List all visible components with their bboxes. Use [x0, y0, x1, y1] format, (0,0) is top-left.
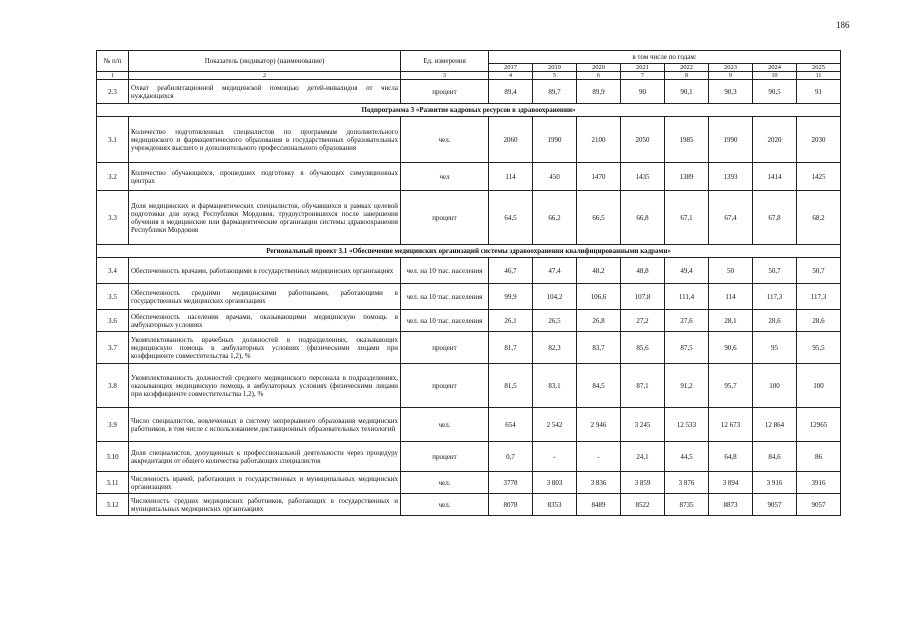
value-cell: - [533, 442, 577, 472]
value-cell: 1435 [621, 163, 665, 191]
table-body [97, 80, 841, 516]
row-number: 2.3 [97, 80, 129, 104]
value-cell: 84,6 [753, 442, 797, 472]
header-year: 2019 [533, 64, 577, 72]
value-cell: 107,8 [621, 284, 665, 310]
column-number: 9 [709, 72, 753, 80]
table-row [97, 191, 841, 245]
value-cell: 100 [797, 364, 841, 408]
value-cell: 1990 [709, 117, 753, 163]
value-cell: 12965 [797, 408, 841, 442]
unit-cell: чел. на 10 тыс. населения [401, 258, 489, 284]
column-number: 7 [621, 72, 665, 80]
table-row [97, 332, 841, 364]
value-cell: 84,5 [577, 364, 621, 408]
page-number: 186 [836, 20, 850, 30]
value-cell: 1425 [797, 163, 841, 191]
value-cell: 48,2 [577, 258, 621, 284]
value-cell: 654 [489, 408, 533, 442]
value-cell: 8353 [533, 494, 577, 516]
value-cell: 3 859 [621, 472, 665, 494]
value-cell: 81,7 [489, 332, 533, 364]
value-cell: 90,5 [753, 80, 797, 104]
row-number: 3.11 [97, 472, 129, 494]
header-year: 2024 [753, 64, 797, 72]
value-cell: 3 245 [621, 408, 665, 442]
value-cell: 114 [709, 284, 753, 310]
value-cell: 44,5 [665, 442, 709, 472]
value-cell: 114 [489, 163, 533, 191]
section-row [97, 104, 841, 117]
value-cell: 106,6 [577, 284, 621, 310]
column-number: 4 [489, 72, 533, 80]
header-years-group: в том числе по годам: [489, 51, 841, 64]
header-year: 2022 [665, 64, 709, 72]
unit-cell: чел. на 10 тыс. населения [401, 284, 489, 310]
row-number: 3.5 [97, 284, 129, 310]
value-cell: 8735 [665, 494, 709, 516]
value-cell: 2060 [489, 117, 533, 163]
value-cell: 90 [621, 80, 665, 104]
unit-cell: процент [401, 332, 489, 364]
unit-cell: чел. [401, 472, 489, 494]
value-cell: 2020 [753, 117, 797, 163]
value-cell: 95,5 [797, 332, 841, 364]
value-cell: 3 876 [665, 472, 709, 494]
value-cell: 1470 [577, 163, 621, 191]
value-cell: 49,4 [665, 258, 709, 284]
column-number: 8 [665, 72, 709, 80]
indicator-name: Охват реабилитационной медицинской помощью детей-инвалидов от числа нуждающихся [129, 80, 401, 104]
column-number: 10 [753, 72, 797, 80]
value-cell: 1985 [665, 117, 709, 163]
value-cell: 67,4 [709, 191, 753, 245]
header-indicator: Показатель (индикатор) (наименование) [129, 51, 401, 72]
unit-cell: процент [401, 191, 489, 245]
value-cell: 24,1 [621, 442, 665, 472]
value-cell: 86 [797, 442, 841, 472]
value-cell: 12 864 [753, 408, 797, 442]
table-row [97, 364, 841, 408]
row-number: 3.10 [97, 442, 129, 472]
column-number: 3 [401, 72, 489, 80]
unit-cell: чел. [401, 117, 489, 163]
value-cell: 95,7 [709, 364, 753, 408]
value-cell: 95 [753, 332, 797, 364]
value-cell: 91,2 [665, 364, 709, 408]
value-cell: 0,7 [489, 442, 533, 472]
indicator-name: Доля специалистов, допущенных к профессиональной деятельности через процедуру аккредитации от общего количества работающих специалистов [129, 442, 401, 472]
indicator-name: Укомплектованность должностей среднего медицинского персонала в подразделениях, оказывающих медицинскую помощь в амбулаторных условиях (физическими лицами при коэффициенте совместительства 1,2), % [129, 364, 401, 408]
header-year: 2021 [621, 64, 665, 72]
column-numbers-row [97, 72, 841, 80]
value-cell: 8078 [489, 494, 533, 516]
unit-cell: процент [401, 80, 489, 104]
value-cell: 50,7 [797, 258, 841, 284]
value-cell: 8873 [709, 494, 753, 516]
indicator-name: Численность врачей, работающих в государственных и муниципальных медицинских организациях [129, 472, 401, 494]
value-cell: 9057 [753, 494, 797, 516]
value-cell: 3 803 [533, 472, 577, 494]
column-number: 6 [577, 72, 621, 80]
unit-cell: процент [401, 364, 489, 408]
value-cell: 1414 [753, 163, 797, 191]
section-row [97, 245, 841, 258]
table-row [97, 117, 841, 163]
value-cell: 3 836 [577, 472, 621, 494]
value-cell: 12 673 [709, 408, 753, 442]
value-cell: 89,9 [577, 80, 621, 104]
value-cell: 3 916 [753, 472, 797, 494]
value-cell: - [577, 442, 621, 472]
table-row [97, 310, 841, 332]
value-cell: 89,7 [533, 80, 577, 104]
row-number: 3.12 [97, 494, 129, 516]
header-year: 2023 [709, 64, 753, 72]
value-cell: 26,8 [577, 310, 621, 332]
value-cell: 99,9 [489, 284, 533, 310]
header-unit: Ед. измерения [401, 51, 489, 72]
row-number: 3.9 [97, 408, 129, 442]
unit-cell: чел. [401, 408, 489, 442]
value-cell: 3778 [489, 472, 533, 494]
value-cell: 83,1 [533, 364, 577, 408]
value-cell: 9057 [797, 494, 841, 516]
indicator-name: Обеспеченность населения врачами, оказывающими медицинскую помощь в амбулаторных условиях [129, 310, 401, 332]
section-title: Региональный проект 3.1 «Обеспечение медицинских организаций системы здравоохранения квалифицированными кадрами» [97, 245, 841, 258]
table-row [97, 442, 841, 472]
value-cell: 64,5 [489, 191, 533, 245]
row-number: 3.1 [97, 117, 129, 163]
unit-cell: чел. на 10 тыс. населения [401, 310, 489, 332]
value-cell: 81,5 [489, 364, 533, 408]
value-cell: 2050 [621, 117, 665, 163]
value-cell: 87,1 [621, 364, 665, 408]
value-cell: 90,6 [709, 332, 753, 364]
table-row [97, 80, 841, 104]
row-number: 3.8 [97, 364, 129, 408]
table-row [97, 284, 841, 310]
value-cell: 64,8 [709, 442, 753, 472]
value-cell: 117,3 [797, 284, 841, 310]
value-cell: 1990 [533, 117, 577, 163]
section-title: Подпрограмма 3 «Развитие кадровых ресурсов в здравоохранении» [97, 104, 841, 117]
value-cell: 82,3 [533, 332, 577, 364]
header-year: 2025 [797, 64, 841, 72]
value-cell: 28,6 [753, 310, 797, 332]
value-cell: 8489 [577, 494, 621, 516]
value-cell: 3 894 [709, 472, 753, 494]
value-cell: 1389 [665, 163, 709, 191]
value-cell: 83,7 [577, 332, 621, 364]
value-cell: 27,6 [665, 310, 709, 332]
value-cell: 28,1 [709, 310, 753, 332]
value-cell: 50 [709, 258, 753, 284]
value-cell: 2030 [797, 117, 841, 163]
table-row [97, 472, 841, 494]
table-row [97, 258, 841, 284]
row-number: 3.3 [97, 191, 129, 245]
indicator-name: Обеспеченность средними медицинскими работниками, работающими в государственных медицинских организациях [129, 284, 401, 310]
value-cell: 450 [533, 163, 577, 191]
unit-cell: чел. [401, 494, 489, 516]
row-number: 3.7 [97, 332, 129, 364]
value-cell: 27,2 [621, 310, 665, 332]
row-number: 3.6 [97, 310, 129, 332]
value-cell: 12 533 [665, 408, 709, 442]
column-number: 1 [97, 72, 129, 80]
header-num: № п/п [97, 51, 129, 72]
indicators-table [96, 50, 841, 516]
value-cell: 66,2 [533, 191, 577, 245]
indicator-name: Укомплектованность врачебных должностей в подразделениях, оказывающих медицинскую помощь в амбулаторных условиях (физическими лицами при коэффициенте совместительства 1,2), % [129, 332, 401, 364]
value-cell: 8522 [621, 494, 665, 516]
value-cell: 104,2 [533, 284, 577, 310]
value-cell: 28,6 [797, 310, 841, 332]
indicator-name: Число специалистов, вовлеченных в систему непрерывного образования медицинских работников, в том числе с использованием дистанционных образовательных технологий [129, 408, 401, 442]
value-cell: 26,5 [533, 310, 577, 332]
value-cell: 111,4 [665, 284, 709, 310]
indicator-name: Доля медицинских и фармацевтических специалистов, обучавшихся в рамках целевой подготовки для нужд Республики Мордовия, трудоустроившихся после завершения обучения в медицинские или фармацевтические организации системы здравоохранения Республики Мордовия [129, 191, 401, 245]
value-cell: 67,8 [753, 191, 797, 245]
value-cell: 2100 [577, 117, 621, 163]
value-cell: 66,8 [621, 191, 665, 245]
indicator-name: Обеспеченность врачами, работающими в государственных медицинских организациях [129, 258, 401, 284]
value-cell: 117,3 [753, 284, 797, 310]
value-cell: 26,1 [489, 310, 533, 332]
value-cell: 66,5 [577, 191, 621, 245]
header-year: 2017 [489, 64, 533, 72]
column-number: 2 [129, 72, 401, 80]
value-cell: 89,4 [489, 80, 533, 104]
unit-cell: процент [401, 442, 489, 472]
value-cell: 87,5 [665, 332, 709, 364]
value-cell: 91 [797, 80, 841, 104]
row-number: 3.2 [97, 163, 129, 191]
value-cell: 47,4 [533, 258, 577, 284]
value-cell: 1393 [709, 163, 753, 191]
value-cell: 3916 [797, 472, 841, 494]
indicator-name: Количество подготовленных специалистов по программам дополнительного медицинского и фармацевтического образования в государственных образовательных учреждениях высшего и дополнительного профессионального образования [129, 117, 401, 163]
indicator-name: Количество обучающихся, прошедших подготовку в обучающих симуляционных центрах [129, 163, 401, 191]
column-number: 11 [797, 72, 841, 80]
value-cell: 68,2 [797, 191, 841, 245]
value-cell: 67,1 [665, 191, 709, 245]
value-cell: 2 542 [533, 408, 577, 442]
column-number: 5 [533, 72, 577, 80]
value-cell: 48,8 [621, 258, 665, 284]
table-row [97, 494, 841, 516]
table-row [97, 163, 841, 191]
table-header [97, 51, 841, 80]
unit-cell: чел [401, 163, 489, 191]
value-cell: 90,1 [665, 80, 709, 104]
value-cell: 50,7 [753, 258, 797, 284]
indicator-name: Численность средних медицинских работников, работающих в государственных и муниципальных медицинских организациях [129, 494, 401, 516]
value-cell: 90,3 [709, 80, 753, 104]
value-cell: 85,6 [621, 332, 665, 364]
table-row [97, 408, 841, 442]
value-cell: 100 [753, 364, 797, 408]
value-cell: 2 946 [577, 408, 621, 442]
value-cell: 46,7 [489, 258, 533, 284]
header-year: 2020 [577, 64, 621, 72]
row-number: 3.4 [97, 258, 129, 284]
